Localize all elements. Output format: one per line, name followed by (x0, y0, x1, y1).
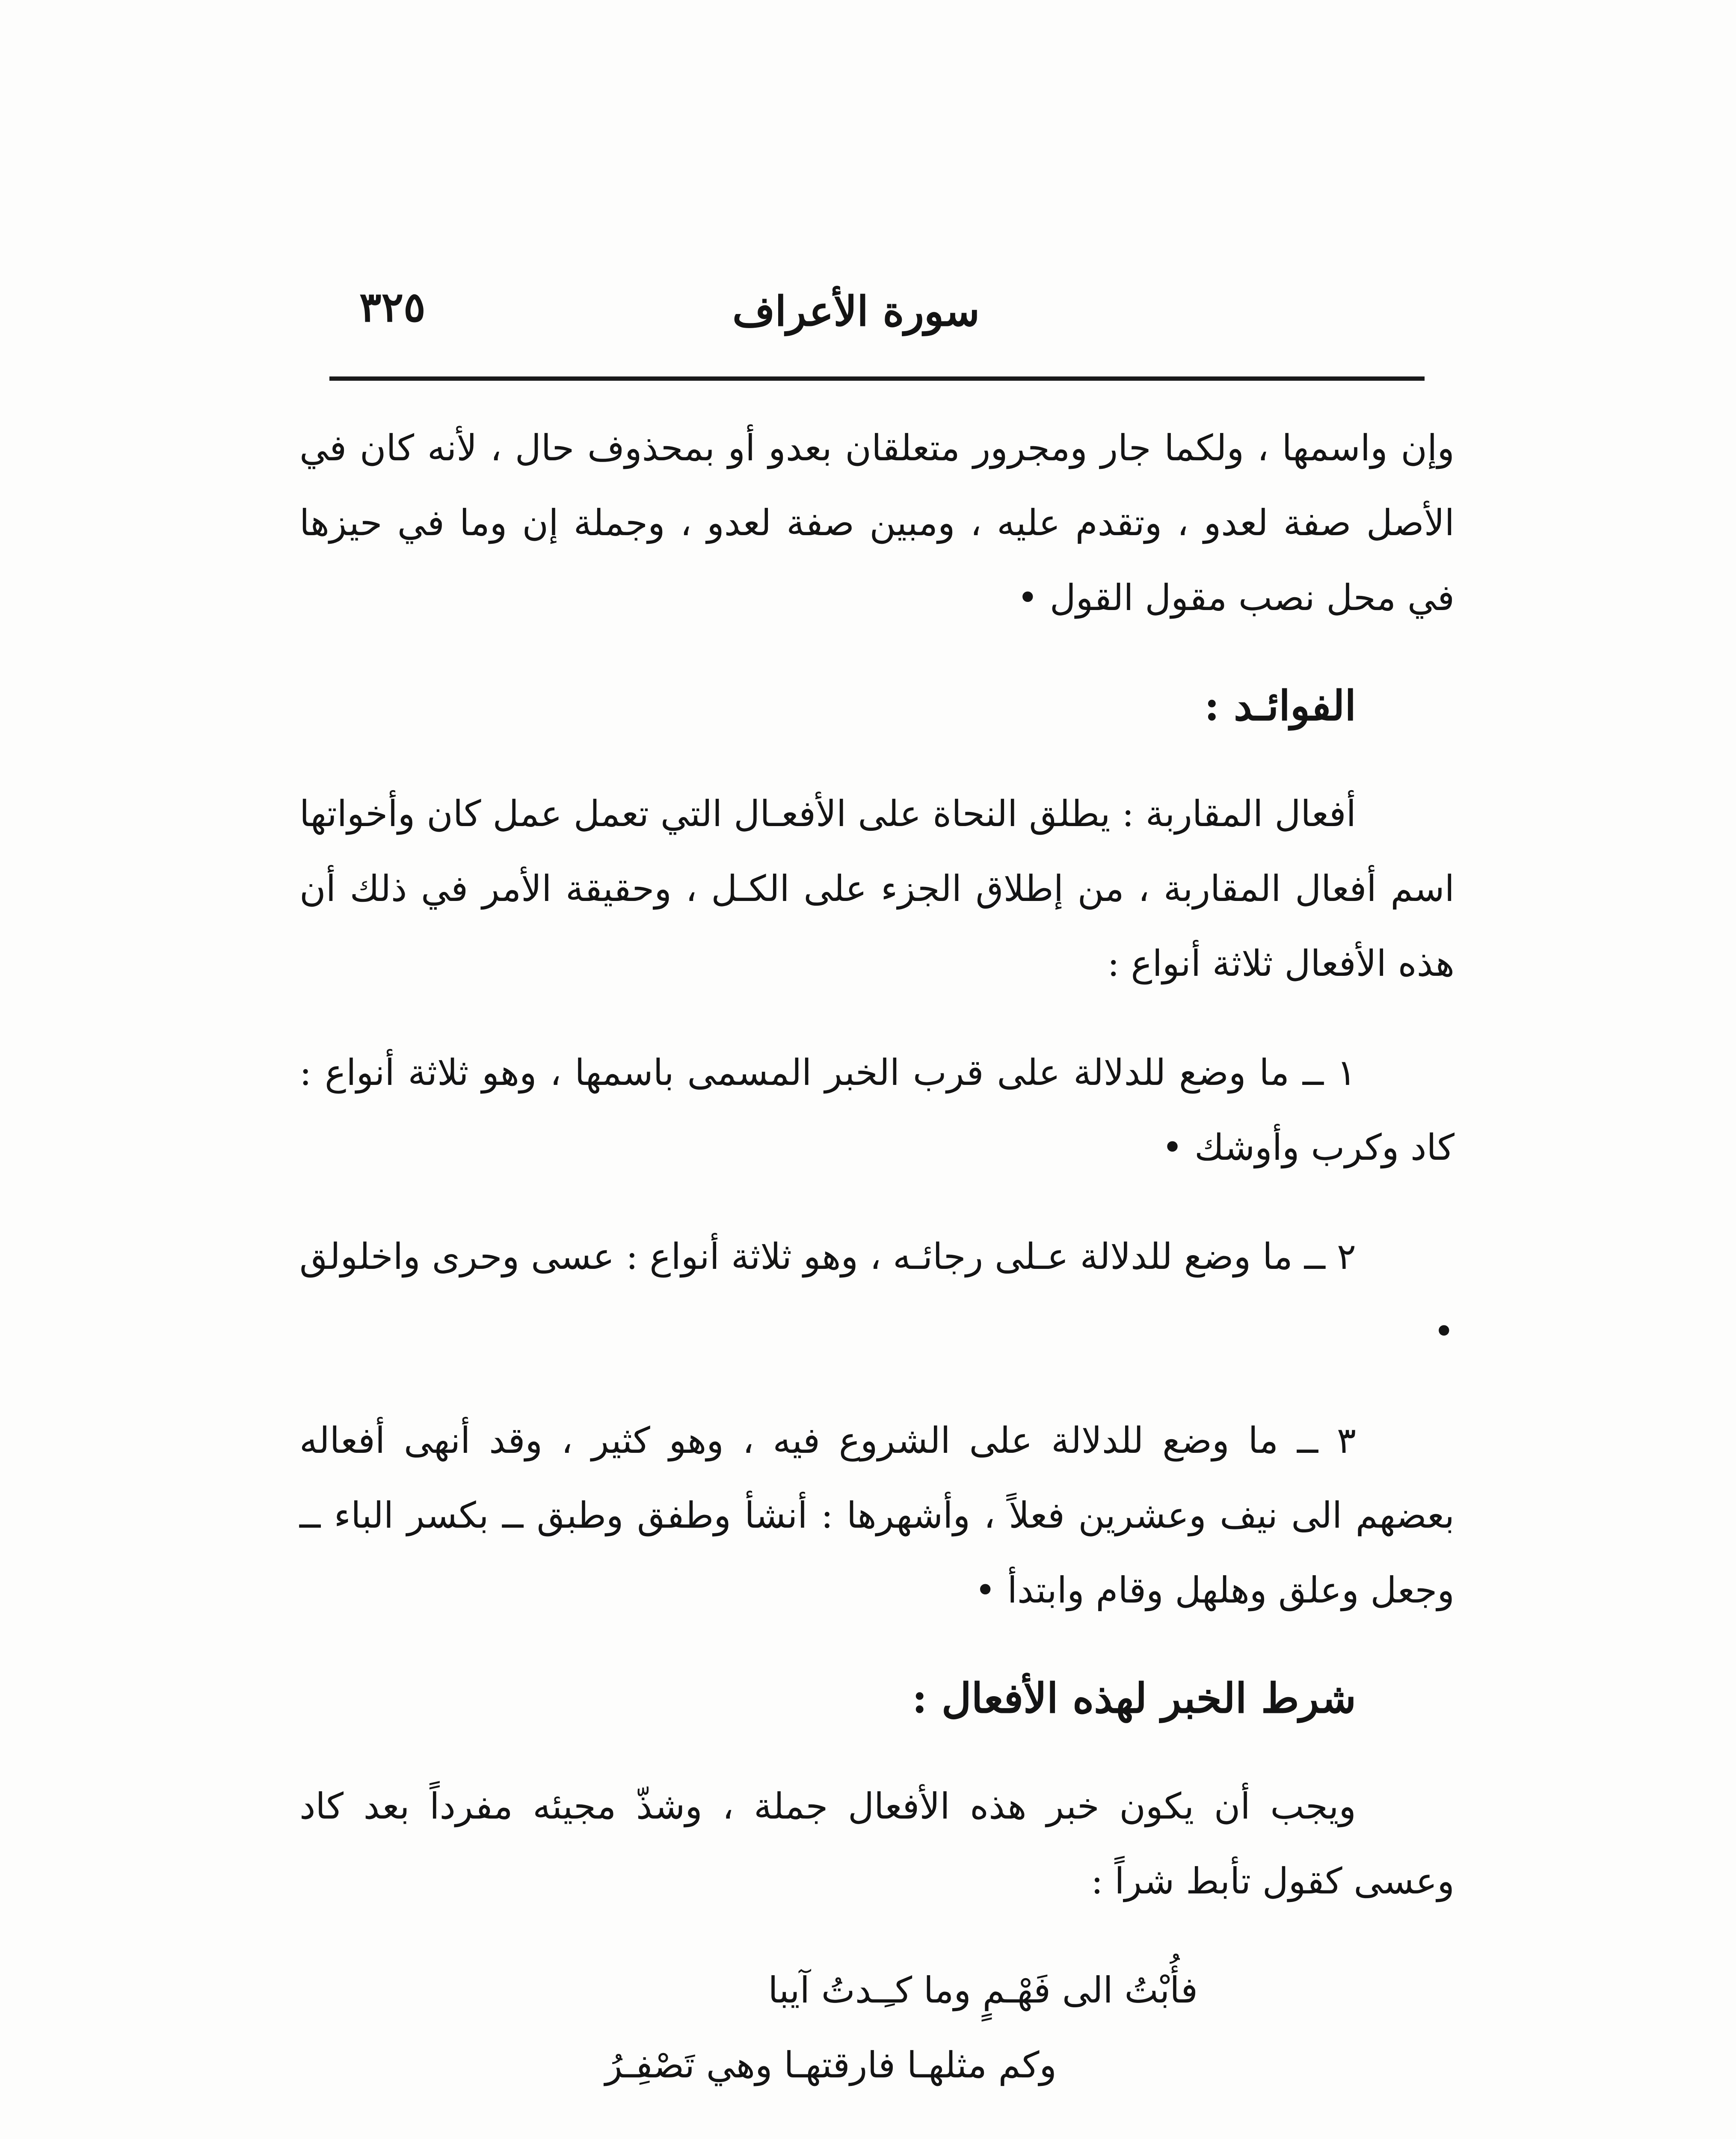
poem-verse-2: وكم مثلهـا فارقتهـا وهي تَصْفِـرُ (605, 2044, 1057, 2086)
paragraph-irab: وإن واسمها ، ولكما جار ومجرور متعلقان بعدو أو بمحذوف حال ، لأنه كان في الأصل صفة لعدو ، وتقدم عليه ، ومبين صفة لعدو ، وجملة إن وما في حيزها في محل نصب مقول القول • (299, 427, 1455, 619)
poem-verse-1: فأُبْتُ الى فَهْـمٍ وما كـِـدتُ آيبا (768, 1969, 1198, 2011)
surah-title: سورة الأعراف (732, 287, 980, 335)
header-divider (329, 376, 1425, 381)
list-item-3: ٣ ــ ما وضع للدلالة على الشروع فيه ، وهو كثير ، وقد أنهى أفعاله بعضهم الى نيف وعشرين فعلاً ، وأشهرها : أنشأ وطفق وطبق ــ بكسر الباء ــ وجعل وعلق وهلهل وقام وابتدأ • (299, 1419, 1455, 1611)
page-header (325, 274, 1429, 359)
list-item-1: ١ ــ ما وضع للدلالة على قرب الخبر المسمى باسمها ، وهو ثلاثة أنواع : كاد وكرب وأوشك • (299, 1052, 1455, 1168)
paragraph-khabar: ويجب أن يكون خبر هذه الأفعال جملة ، وشذّ مجيئه مفرداً بعد كاد وعسى كقول تأبط شراً : (299, 1785, 1455, 1902)
heading-fawaid: الفوائـد : (1204, 681, 1356, 730)
paragraph-afal-muqaraba: أفعال المقاربة : يطلق النحاة على الأفعـال التي تعمل عمل كان وأخواتها اسم أفعال المقاربة ، من إطلاق الجزء على الكـل ، وحقيقة الأمر في ذلك أن هذه الأفعال ثلاثة أنواع : (299, 793, 1455, 984)
heading-khabar-condition: شرط الخبر لهذه الأفعال : (912, 1674, 1356, 1722)
page-number: ٣٢٥ (359, 283, 426, 331)
page-body (299, 411, 1455, 2103)
list-item-2: ٢ ــ ما وضع للدلالة عـلى رجائـه ، وهو ثلاثة أنواع : عسى وحرى واخلولق • (299, 1235, 1455, 1352)
